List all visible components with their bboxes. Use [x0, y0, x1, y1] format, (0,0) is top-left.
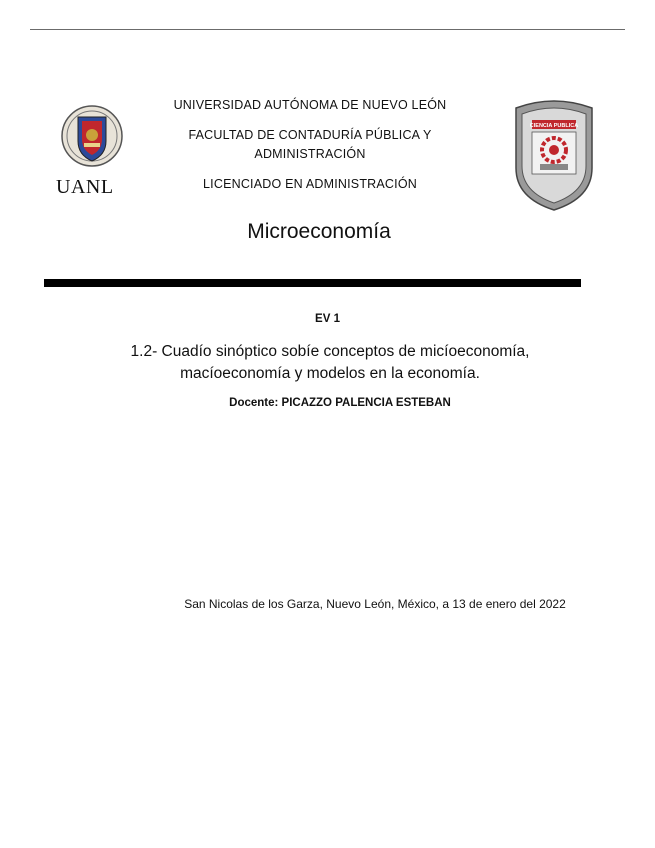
faculty-line-2: ADMINISTRACIÓN — [254, 147, 366, 161]
fcpa-banner-text: CIENCIA PUBLICA — [529, 123, 579, 129]
university-name: UNIVERSIDAD AUTÓNOMA DE NUEVO LEÓN — [173, 98, 447, 112]
place-date: San Nicolas de los Garza, Nuevo León, México, a 13 de enero del 2022 — [184, 597, 566, 611]
faculty-line-1: FACULTAD DE CONTADURÍA PÚBLICA Y — [188, 128, 432, 142]
assignment-title — [90, 341, 570, 385]
evidence-label: EV 1 — [315, 313, 340, 325]
uanl-logo-text: UANL — [56, 176, 114, 198]
fcpa-logo — [508, 98, 600, 213]
thick-divider — [44, 279, 581, 287]
assignment-title-line-2: macíoeconomía y modelos en la economía. — [180, 365, 480, 382]
assignment-title-line-1: 1.2- Cuadío sinóptico sobíe conceptos de micíoeconomía, — [130, 343, 530, 360]
subject-title: Microeconomía — [247, 220, 391, 243]
degree-name: LICENCIADO EN ADMINISTRACIÓN — [203, 177, 417, 191]
uanl-shield-icon — [52, 103, 132, 178]
header-block — [160, 96, 460, 194]
fcpa-shield-icon — [508, 98, 600, 213]
docente-label: Docente: PICAZZO PALENCIA ESTEBAN — [229, 397, 451, 409]
top-rule — [30, 29, 625, 30]
